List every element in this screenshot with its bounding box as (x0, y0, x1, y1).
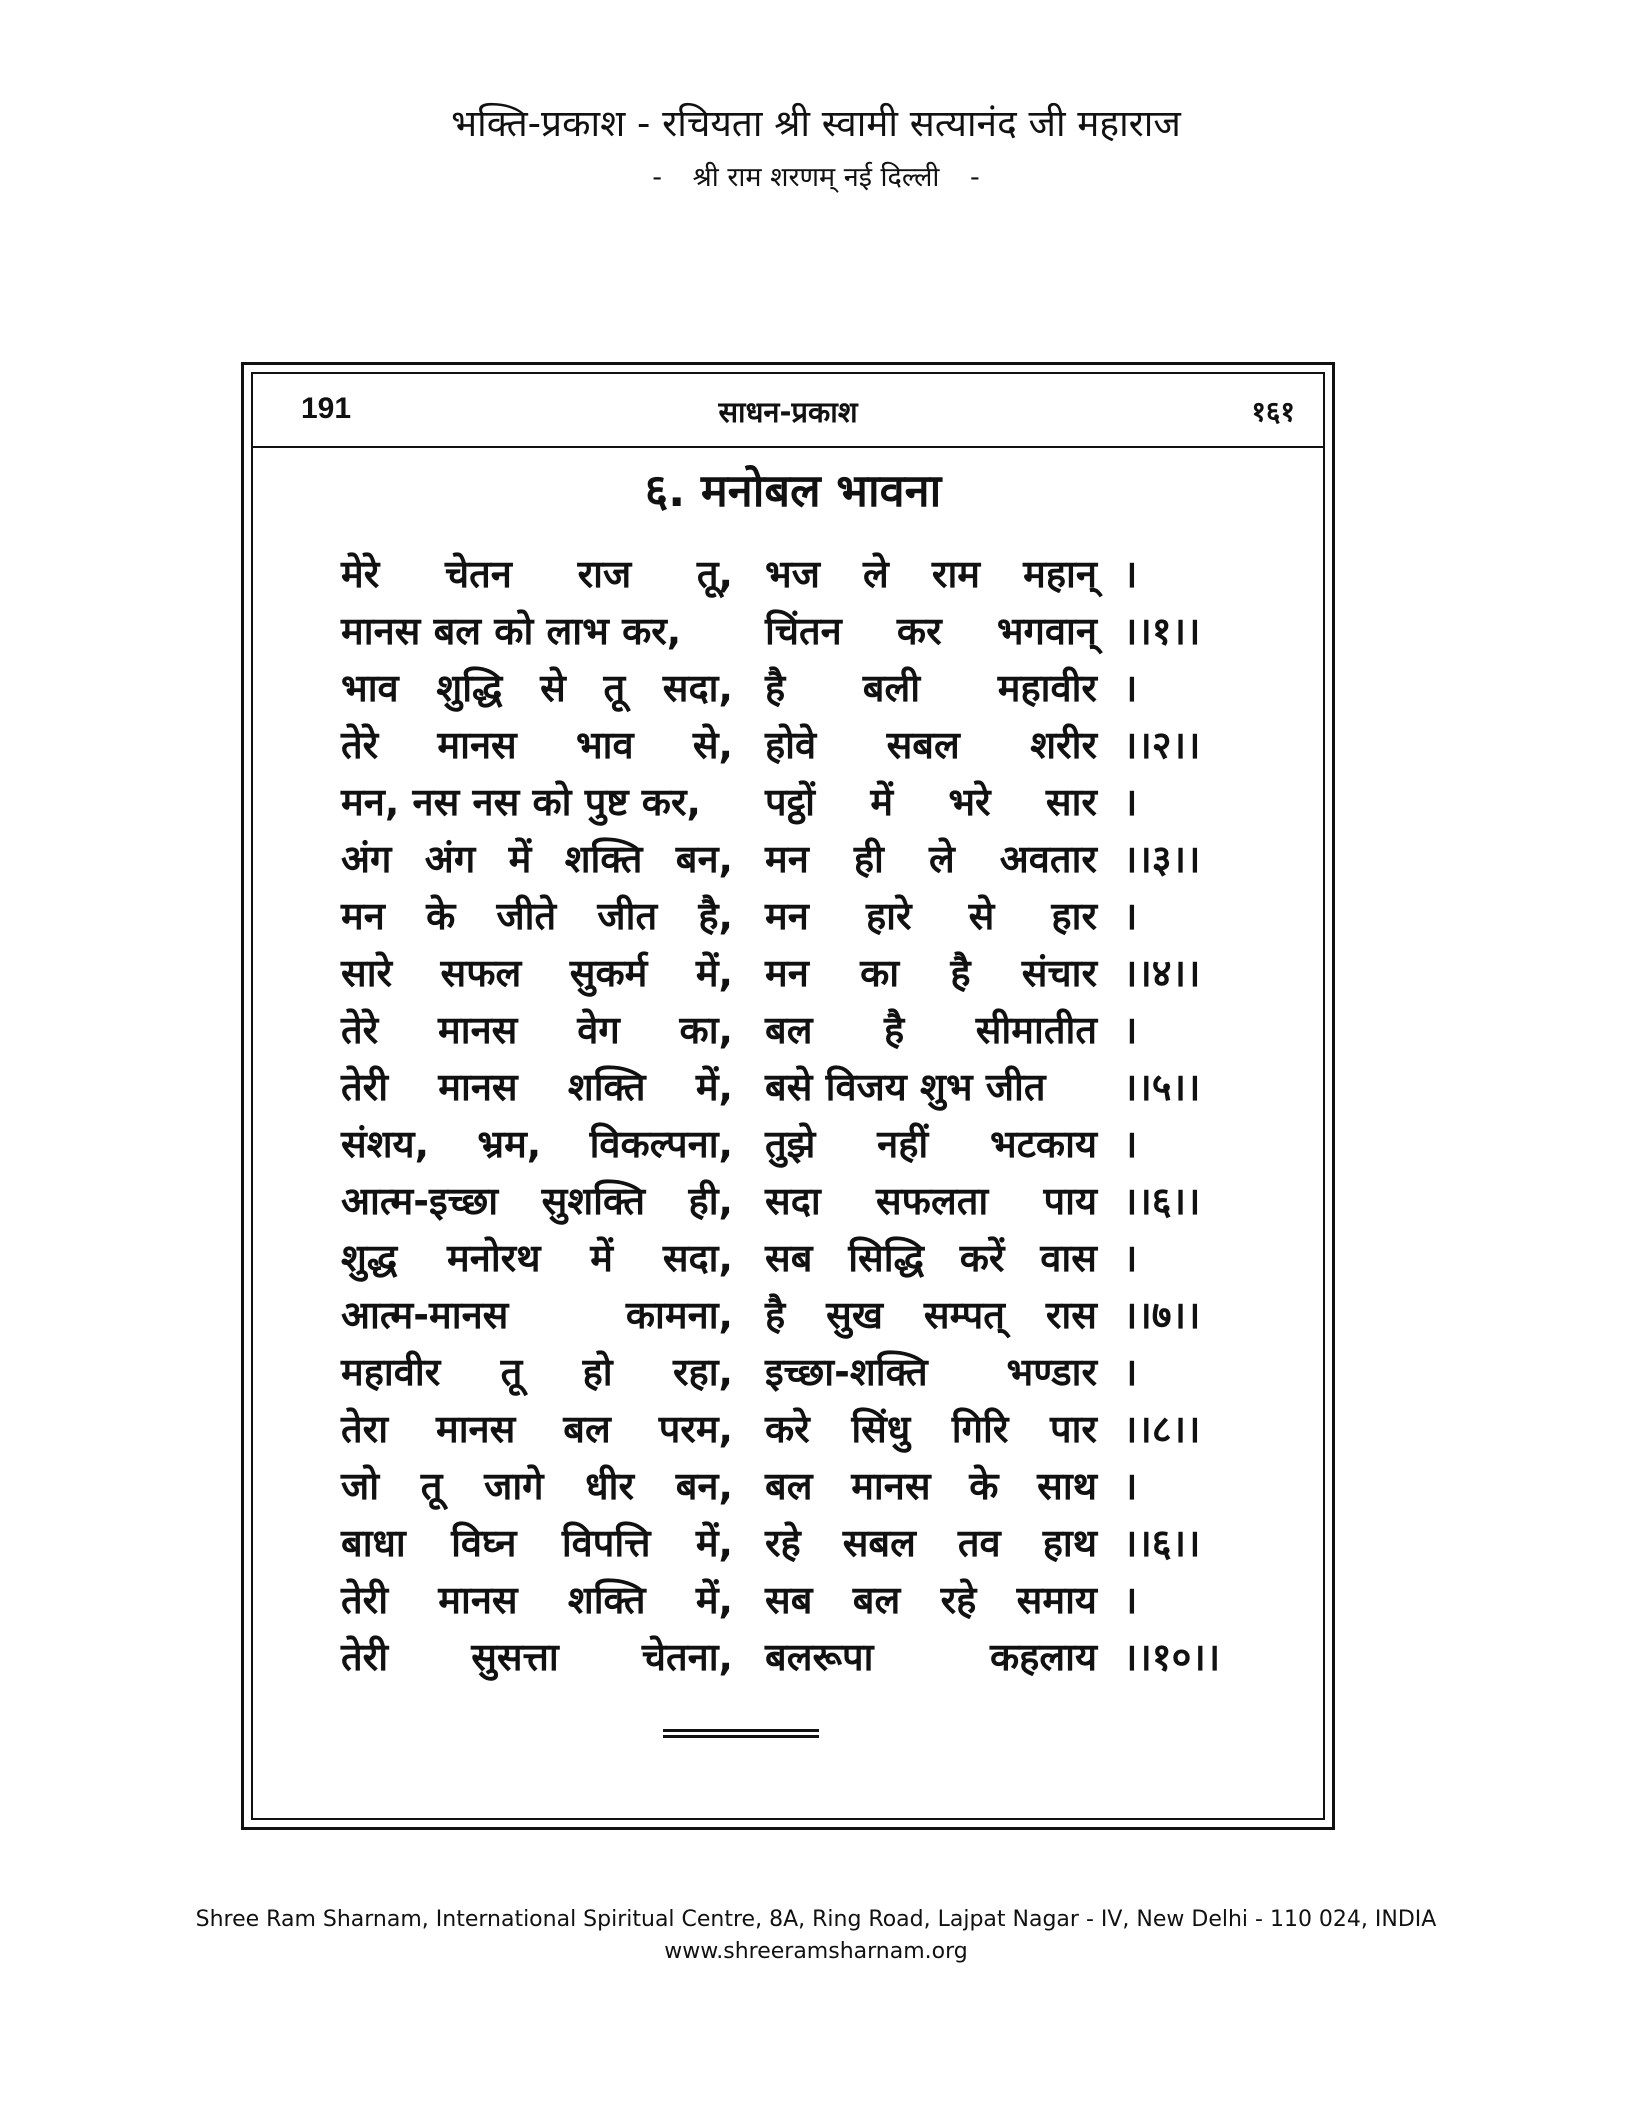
verse-word: धीर (585, 1464, 635, 1508)
verse-mark: । (1123, 1350, 1138, 1394)
verse-first-half (341, 945, 733, 1002)
verse-mark: ।।५।। (1123, 1065, 1201, 1109)
verse-word: शक्ति (567, 1578, 646, 1622)
verse-word: हाथ (1042, 1521, 1097, 1565)
verse-second-half (765, 831, 1097, 888)
verse-word: पाय (1043, 1179, 1097, 1223)
verse-mark: ।।७।। (1123, 1293, 1201, 1337)
verse-word: ही (853, 837, 884, 881)
verse-word: भाव (575, 723, 634, 767)
verse-word: है, (698, 894, 733, 938)
verse-word: में (870, 780, 894, 824)
verse-word: मानस (435, 1407, 516, 1451)
verse-mark: ।।८।। (1123, 1407, 1201, 1451)
verse-word: मन (341, 894, 385, 938)
verse-line (341, 1230, 1261, 1287)
verse-word: में, (695, 1065, 733, 1109)
verse-word: के (969, 1464, 999, 1508)
verse-word: बल (852, 1578, 901, 1622)
verse-word: है (765, 666, 786, 710)
verse-word: कहलाय (989, 1635, 1097, 1679)
verse-word: महावीर (341, 1350, 441, 1394)
verse-word: सदा (765, 1179, 821, 1223)
verse-word: सिंधु (851, 1407, 911, 1451)
verse-first-half (341, 1344, 733, 1401)
verse-word: वास (1040, 1236, 1097, 1280)
verse-first-half (341, 1515, 733, 1572)
verse-word: बल (563, 1407, 611, 1451)
verse-line (341, 1002, 1261, 1059)
verse-word: तेरी (341, 1635, 389, 1679)
verse-first-half (341, 1173, 733, 1230)
verse-word: मानस बल को लाभ कर, (341, 609, 682, 653)
verse-line (341, 831, 1261, 888)
verse-line (341, 774, 1261, 831)
verse-word: पट्ठों (765, 780, 816, 824)
verse-mark: ।।१।। (1123, 609, 1201, 653)
verse-word: ही, (688, 1179, 733, 1223)
verse-word: सिद्धि (848, 1236, 924, 1280)
verse-word: मानस (438, 1578, 518, 1622)
verse-word: राम (931, 552, 981, 596)
end-divider (663, 1729, 819, 1739)
verse-word: बल (765, 1008, 813, 1052)
verse-word: बली (862, 666, 921, 710)
verse-word: बन, (675, 837, 733, 881)
subtitle-dash-right: - (969, 162, 980, 193)
verse-word: बन, (675, 1464, 733, 1508)
verse-word: में (590, 1236, 614, 1280)
verse-first-half (341, 546, 733, 603)
verse-word: करे (765, 1407, 810, 1451)
verse-word: सदा, (662, 666, 733, 710)
verse-second-half (765, 1173, 1097, 1230)
verse-second-half (765, 1344, 1097, 1401)
verse-word: ले (863, 552, 889, 596)
verse-word: तव (957, 1521, 1001, 1565)
verse-word: तेरे (341, 1008, 379, 1052)
verse-word: रहे (940, 1578, 977, 1622)
page-frame (241, 362, 1335, 1830)
verse-word: में, (695, 1578, 733, 1622)
verse-first-half (341, 1287, 733, 1344)
verse-word: विपत्ति (561, 1521, 651, 1565)
verse-second-half (765, 1230, 1097, 1287)
verse-word: में (508, 837, 532, 881)
verse-word: है (884, 1008, 905, 1052)
verse-mark: ।।२।। (1123, 723, 1201, 767)
verse-word: आत्म-इच्छा (341, 1179, 499, 1223)
verse-word: हार (1051, 894, 1097, 938)
verse-word: मन (765, 837, 809, 881)
verse-first-half (341, 1458, 733, 1515)
verse-word: सुसत्ता (471, 1635, 559, 1679)
verse-word: समाय (1016, 1578, 1097, 1622)
verse-second-half (765, 945, 1097, 1002)
verse-second-half (765, 660, 1097, 717)
verse-word: इच्छा-शक्ति (765, 1350, 928, 1394)
verse-first-half (341, 888, 733, 945)
verse-first-half (341, 1002, 733, 1059)
verse-word: बलरूपा (765, 1635, 874, 1679)
verse-word: मन (765, 951, 809, 995)
verse-second-half (765, 1515, 1097, 1572)
verse-word: तू, (696, 552, 733, 596)
verse-word: आत्म-मानस (341, 1293, 509, 1337)
verse-word: संचार (1021, 951, 1097, 995)
verse-word: सुख (826, 1293, 883, 1337)
verse-word: सदा, (662, 1236, 733, 1280)
verse-second-half (765, 1629, 1097, 1686)
verse-word: भगवान् (996, 609, 1097, 653)
verse-mark: । (1123, 780, 1138, 824)
verse-word: भण्डार (1006, 1350, 1097, 1394)
verse-word: मानस (438, 1008, 518, 1052)
verse-word: चेतन (444, 552, 512, 596)
verse-line (341, 1629, 1261, 1686)
verse-mark: ।।६।। (1123, 1521, 1201, 1565)
verse-word: सुकर्म (569, 951, 648, 995)
verse-word: जीते (496, 894, 557, 938)
verse-word: गिरि (951, 1407, 1009, 1451)
verse-word: हो (582, 1350, 613, 1394)
verse-word: पार (1050, 1407, 1097, 1451)
verse-second-half (765, 774, 1097, 831)
verse-word: जागे (484, 1464, 544, 1508)
verse-word: करें (959, 1236, 1005, 1280)
verse-line (341, 1059, 1261, 1116)
verse-word: संशय, (341, 1122, 430, 1166)
verse-mark: । (1123, 1236, 1138, 1280)
verse-word: विकल्पना, (589, 1122, 733, 1166)
page-running-header (253, 392, 1323, 432)
verse-first-half (341, 1116, 733, 1173)
verse-first-half (341, 1629, 733, 1686)
verse-word: तेरा (341, 1407, 389, 1451)
verse-mark: ।।६।। (1123, 1179, 1201, 1223)
verse-word: शुद्धि (436, 666, 503, 710)
footer-website: www.shreeramsharnam.org (664, 1939, 968, 1964)
verse-mark: । (1123, 894, 1138, 938)
header-divider (253, 446, 1323, 448)
verse-line (341, 1458, 1261, 1515)
verse-word: से, (692, 723, 733, 767)
verse-line (341, 1344, 1261, 1401)
verse-first-half (341, 603, 733, 660)
verse-word: जीत (597, 894, 658, 938)
verse-list (341, 546, 1261, 1686)
verse-word: मानस (437, 723, 517, 767)
verse-mark: । (1123, 1578, 1138, 1622)
verse-word: तेरी (341, 1578, 389, 1622)
verse-word: शक्ति (567, 1065, 646, 1109)
verse-word: सम्पत् (923, 1293, 1005, 1337)
verse-word: भज (765, 552, 820, 596)
verse-word: तुझे (765, 1122, 816, 1166)
verse-second-half (765, 1002, 1097, 1059)
verse-word: है (950, 951, 971, 995)
verse-word: रहा, (673, 1350, 733, 1394)
verse-line (341, 603, 1261, 660)
verse-line (341, 945, 1261, 1002)
verse-word: चिंतन (765, 609, 842, 653)
verse-word: सुशक्ति (541, 1179, 646, 1223)
verse-word: में, (695, 951, 733, 995)
verse-mark: । (1123, 1464, 1138, 1508)
verse-word: सब (765, 1236, 813, 1280)
verse-mark: । (1123, 552, 1138, 596)
verse-line (341, 1287, 1261, 1344)
verse-line (341, 888, 1261, 945)
verse-word: अंग (424, 837, 476, 881)
chapter-title: ६. मनोबल भावना (644, 464, 942, 517)
running-title: साधन-प्रकाश (718, 395, 858, 429)
verse-second-half (765, 1458, 1097, 1515)
verse-first-half (341, 660, 733, 717)
verse-line (341, 1401, 1261, 1458)
verse-line (341, 546, 1261, 603)
page-number-devanagari: १६१ (1251, 395, 1295, 428)
verse-word: बसे विजय शुभ जीत (765, 1065, 1046, 1109)
verse-mark: । (1123, 1008, 1138, 1052)
verse-word: चेतना, (641, 1635, 733, 1679)
verse-word: सफल (440, 951, 522, 995)
verse-word: वेग (577, 1008, 620, 1052)
verse-word: सब (765, 1578, 813, 1622)
verse-second-half (765, 1116, 1097, 1173)
verse-line (341, 1116, 1261, 1173)
document-header (0, 100, 1632, 198)
verse-line (341, 717, 1261, 774)
verse-word: नहीं (877, 1122, 929, 1166)
verse-word: सबल (886, 723, 960, 767)
verse-word: का, (679, 1008, 733, 1052)
verse-word: राज (577, 552, 632, 596)
verse-line (341, 1173, 1261, 1230)
verse-word: मन (765, 894, 809, 938)
verse-line (341, 1515, 1261, 1572)
verse-word: कामना, (625, 1293, 733, 1337)
verse-word: के (426, 894, 456, 938)
verse-word: रहे (765, 1521, 801, 1565)
verse-mark: ।।३।। (1123, 837, 1201, 881)
verse-line (341, 1572, 1261, 1629)
verse-word: कर (896, 609, 942, 653)
verse-word: जो (341, 1464, 380, 1508)
verse-word: शुद्ध (341, 1236, 398, 1280)
verse-word: हारे (865, 894, 912, 938)
verse-word: मन, नस नस को पुष्ट कर, (341, 780, 701, 824)
verse-word: सारे (341, 951, 393, 995)
verse-word: तेरे (341, 723, 379, 767)
document-footer (0, 1904, 1632, 1968)
verse-first-half (341, 1401, 733, 1458)
verse-word: अंग (341, 837, 392, 881)
verse-word: भटकाय (990, 1122, 1097, 1166)
footer-address: Shree Ram Sharnam, International Spiritual Centre, 8A, Ring Road, Lajpat Nagar - IV, New Delhi - 110 024, INDIA (195, 1907, 1437, 1932)
verse-word: तू (603, 666, 626, 710)
verse-word: से (968, 894, 995, 938)
verse-word: तेरी (341, 1065, 389, 1109)
verse-line (341, 660, 1261, 717)
verse-word: रास (1045, 1293, 1097, 1337)
verse-word: शरीर (1030, 723, 1097, 767)
verse-word: महावीर (997, 666, 1097, 710)
verse-word: में, (695, 1521, 733, 1565)
verse-word: बल (765, 1464, 813, 1508)
verse-word: है (765, 1293, 786, 1337)
verse-word: ले (928, 837, 955, 881)
page-frame-inner (251, 372, 1325, 1820)
verse-second-half (765, 888, 1097, 945)
verse-word: मानस (438, 1065, 518, 1109)
verse-second-half (765, 717, 1097, 774)
verse-word: तू (420, 1464, 443, 1508)
verse-word: से (540, 666, 566, 710)
verse-word: तू (500, 1350, 523, 1394)
verse-word: भाव (341, 666, 399, 710)
verse-word: सीमातीत (975, 1008, 1097, 1052)
verse-mark: ।।१०।। (1123, 1635, 1221, 1679)
verse-word: सबल (842, 1521, 916, 1565)
book-subtitle (0, 158, 1632, 198)
verse-first-half (341, 1059, 733, 1116)
verse-second-half (765, 546, 1097, 603)
verse-word: परम, (658, 1407, 733, 1451)
verse-word: महान् (1023, 552, 1097, 596)
verse-word: अवतार (999, 837, 1097, 881)
verse-word: बाधा (341, 1521, 406, 1565)
verse-second-half (765, 1287, 1097, 1344)
verse-word: सार (1045, 780, 1097, 824)
verse-word: विघ्न (451, 1521, 517, 1565)
verse-word: साथ (1037, 1464, 1097, 1508)
verse-second-half (765, 1059, 1097, 1116)
subtitle-text: श्री राम शरणम् नई दिल्ली (692, 162, 940, 193)
book-title: भक्ति-प्रकाश - रचियता श्री स्वामी सत्यानंद जी महाराज (451, 102, 1181, 145)
verse-first-half (341, 1572, 733, 1629)
verse-mark: ।।४।। (1123, 951, 1201, 995)
verse-second-half (765, 1572, 1097, 1629)
verse-word: मनोरथ (447, 1236, 541, 1280)
verse-first-half (341, 1230, 733, 1287)
verse-mark: । (1123, 666, 1138, 710)
verse-word: मेरे (341, 552, 380, 596)
verse-word: का (860, 951, 900, 995)
verse-word: होवे (765, 723, 817, 767)
verse-second-half (765, 1401, 1097, 1458)
verse-first-half (341, 717, 733, 774)
verse-first-half (341, 774, 733, 831)
verse-word: भरे (948, 780, 991, 824)
verse-word: भ्रम, (477, 1122, 542, 1166)
page-number-latin: 191 (301, 392, 352, 425)
verse-word: शक्ति (564, 837, 643, 881)
verse-mark: । (1123, 1122, 1138, 1166)
subtitle-dash-left: - (652, 162, 663, 193)
verse-second-half (765, 603, 1097, 660)
verse-word: सफलता (875, 1179, 989, 1223)
verse-first-half (341, 831, 733, 888)
verse-word: मानस (851, 1464, 931, 1508)
